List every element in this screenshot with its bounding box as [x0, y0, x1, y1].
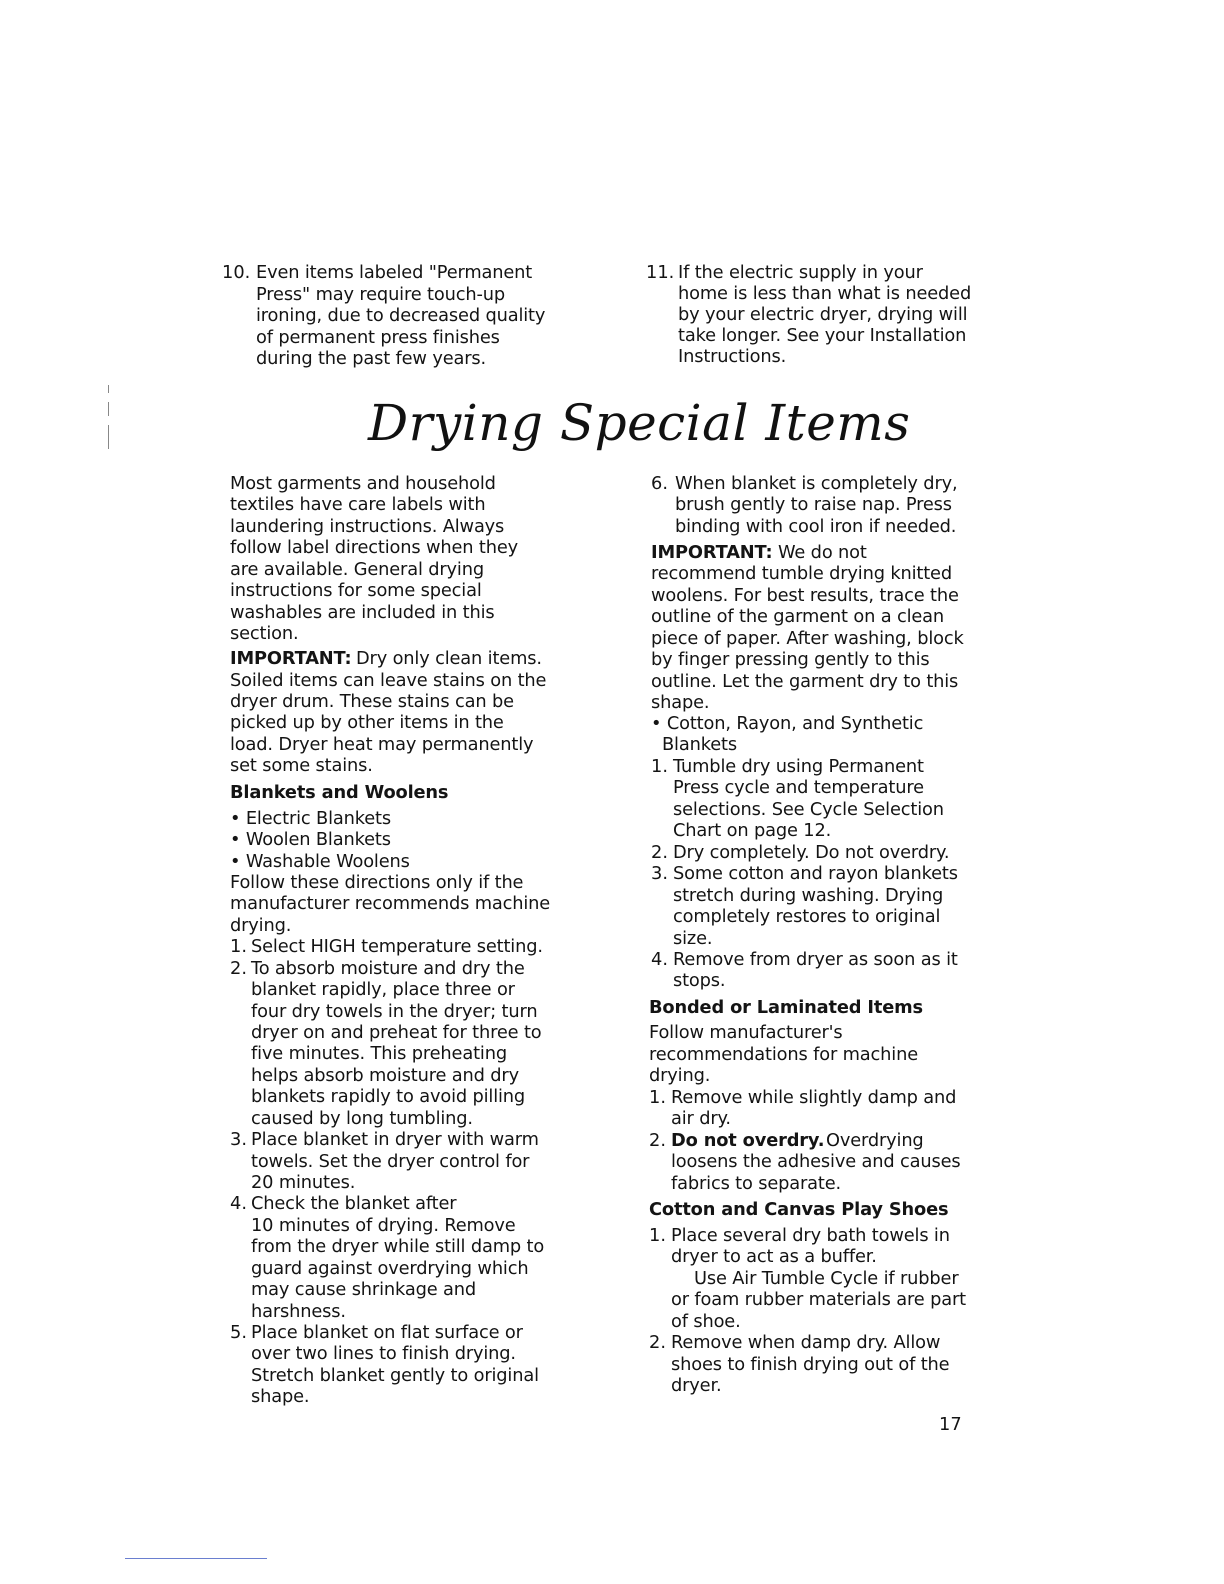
step-number: 1.	[649, 1087, 666, 1108]
step-line: blanket rapidly, place three or	[251, 979, 515, 1000]
item-11-number: 11.	[646, 262, 675, 283]
step-number: 2.	[651, 842, 668, 863]
step-number: 1.	[230, 936, 247, 957]
step-line: stops.	[673, 970, 726, 991]
important-line: outline of the garment on a clean	[651, 606, 945, 627]
important-line: load. Dryer heat may permanently	[230, 734, 534, 755]
item-10-line: during the past few years.	[256, 348, 486, 369]
item-11-line: home is less than what is needed	[678, 283, 972, 304]
step-line: fabrics to separate.	[671, 1173, 842, 1194]
margin-mark	[108, 402, 109, 416]
follow-line: manufacturer recommends machine	[230, 893, 551, 914]
bonded-intro-line: Follow manufacturer's	[649, 1022, 843, 1043]
shoes-heading: Cotton and Canvas Play Shoes	[649, 1199, 949, 1220]
item-11-line: take longer. See your Installation	[678, 325, 967, 346]
step-line: four dry towels in the dryer; turn	[251, 1001, 538, 1022]
step-line: may cause shrinkage and	[251, 1279, 477, 1300]
step-number: 2.	[649, 1332, 666, 1353]
intro-line: washables are included in this	[230, 602, 495, 623]
step-line: Check the blanket after	[251, 1193, 457, 1214]
step-line: completely restores to original	[673, 906, 941, 927]
footer-rule	[125, 1558, 267, 1559]
item-11-line: by your electric dryer, drying will	[678, 304, 968, 325]
bonded-intro-line: recommendations for machine	[649, 1044, 918, 1065]
step-line: guard against overdrying which	[251, 1258, 529, 1279]
step-line: Place several dry bath towels in	[671, 1225, 950, 1246]
important-line: piece of paper. After washing, block	[651, 628, 964, 649]
step-line: brush gently to raise nap. Press	[675, 494, 952, 515]
step-line: Remove while slightly damp and	[671, 1087, 957, 1108]
step-line: towels. Set the dryer control for	[251, 1151, 530, 1172]
step-line: Tumble dry using Permanent	[673, 756, 924, 777]
step-line: air dry.	[671, 1108, 731, 1129]
step-number: 2.	[230, 958, 247, 979]
margin-mark	[108, 385, 109, 393]
step-line: caused by long tumbling.	[251, 1108, 473, 1129]
step-line: dryer.	[671, 1375, 722, 1396]
step-line: Place blanket on flat surface or	[251, 1322, 523, 1343]
bullet-item: Blankets	[662, 734, 737, 755]
step-line: 10 minutes of drying. Remove	[251, 1215, 516, 1236]
step-line: five minutes. This preheating	[251, 1043, 507, 1064]
follow-line: drying.	[230, 915, 292, 936]
bullet-item: • Woolen Blankets	[230, 829, 391, 850]
step-line: Place blanket in dryer with warm	[251, 1129, 539, 1150]
step-number: 4.	[651, 949, 668, 970]
step-number: 1.	[649, 1225, 666, 1246]
intro-line: instructions for some special	[230, 580, 482, 601]
step-line: Dry completely. Do not overdry.	[673, 842, 950, 863]
step-line: or foam rubber materials are part	[671, 1289, 966, 1310]
intro-line: textiles have care labels with	[230, 494, 486, 515]
step-line: dryer to act as a buffer.	[671, 1246, 877, 1267]
important-label: IMPORTANT:	[230, 648, 352, 669]
step-line: To absorb moisture and dry the	[251, 958, 525, 979]
step-line: shoes to finish drying out of the	[671, 1354, 950, 1375]
step-number: 2.	[649, 1130, 666, 1151]
important-line: woolens. For best results, trace the	[651, 585, 959, 606]
bonded-intro-line: drying.	[649, 1065, 711, 1086]
step-line: 20 minutes.	[251, 1172, 356, 1193]
page-number: 17	[939, 1414, 962, 1435]
step-line: size.	[673, 928, 713, 949]
step-line: Press cycle and temperature	[673, 777, 924, 798]
step-line: of shoe.	[671, 1311, 741, 1332]
intro-line: are available. General drying	[230, 559, 484, 580]
step-number: 4.	[230, 1193, 247, 1214]
step-line: Use Air Tumble Cycle if rubber	[694, 1268, 959, 1289]
important-line: by finger pressing gently to this	[651, 649, 930, 670]
step-line: Remove from dryer as soon as it	[673, 949, 958, 970]
step-line: loosens the adhesive and causes	[671, 1151, 961, 1172]
step-line: stretch during washing. Drying	[673, 885, 944, 906]
item-11-line: Instructions.	[678, 346, 787, 367]
intro-line: Most garments and household	[230, 473, 496, 494]
step-number: 1.	[651, 756, 668, 777]
important-line: Soiled items can leave stains on the	[230, 670, 547, 691]
bullet-item: • Washable Woolens	[230, 851, 410, 872]
item-11-line: If the electric supply in your	[678, 262, 923, 283]
step-line: helps absorb moisture and dry	[251, 1065, 519, 1086]
page-title: Drying Special Items	[368, 394, 911, 452]
step-number: 6.	[651, 473, 668, 494]
step-line: from the dryer while still damp to	[251, 1236, 545, 1257]
step-line: blankets rapidly to avoid pilling	[251, 1086, 526, 1107]
step-line: Select HIGH temperature setting.	[251, 936, 543, 957]
margin-mark	[108, 425, 109, 449]
follow-line: Follow these directions only if the	[230, 872, 524, 893]
intro-line: section.	[230, 623, 299, 644]
step-line: When blanket is completely dry,	[675, 473, 958, 494]
step-number: 5.	[230, 1322, 247, 1343]
step-line: Overdrying	[826, 1130, 924, 1151]
important-line: recommend tumble drying knitted	[651, 563, 952, 584]
item-10-number: 10.	[222, 262, 251, 283]
important-label: IMPORTANT:	[651, 542, 773, 563]
important-line: Dry only clean items.	[356, 648, 542, 669]
important-line: shape.	[651, 692, 710, 713]
blankets-heading: Blankets and Woolens	[230, 782, 449, 803]
item-10-line: ironing, due to decreased quality	[256, 305, 546, 326]
step-line: over two lines to finish drying.	[251, 1343, 516, 1364]
step-number: 3.	[230, 1129, 247, 1150]
do-not-overdry-label: Do not overdry.	[671, 1130, 825, 1151]
step-line: selections. See Cycle Selection	[673, 799, 944, 820]
bullet-item: • Cotton, Rayon, and Synthetic	[651, 713, 924, 734]
bullet-item: • Electric Blankets	[230, 808, 391, 829]
bonded-heading: Bonded or Laminated Items	[649, 997, 923, 1018]
intro-line: laundering instructions. Always	[230, 516, 505, 537]
important-line: dryer drum. These stains can be	[230, 691, 514, 712]
step-line: shape.	[251, 1386, 310, 1407]
item-10-line: Even items labeled "Permanent	[256, 262, 533, 283]
important-line: set some stains.	[230, 755, 373, 776]
step-line: Some cotton and rayon blankets	[673, 863, 958, 884]
step-line: Remove when damp dry. Allow	[671, 1332, 941, 1353]
step-line: binding with cool iron if needed.	[675, 516, 957, 537]
intro-line: follow label directions when they	[230, 537, 519, 558]
important-line: picked up by other items in the	[230, 712, 504, 733]
step-line: Stretch blanket gently to original	[251, 1365, 539, 1386]
important-line: outline. Let the garment dry to this	[651, 671, 959, 692]
step-line: harshness.	[251, 1301, 346, 1322]
step-number: 3.	[651, 863, 668, 884]
item-10-line: Press" may require touch-up	[256, 284, 505, 305]
item-10-line: of permanent press finishes	[256, 327, 500, 348]
important-line: We do not	[778, 542, 867, 563]
step-line: dryer on and preheat for three to	[251, 1022, 542, 1043]
step-line: Chart on page 12.	[673, 820, 832, 841]
